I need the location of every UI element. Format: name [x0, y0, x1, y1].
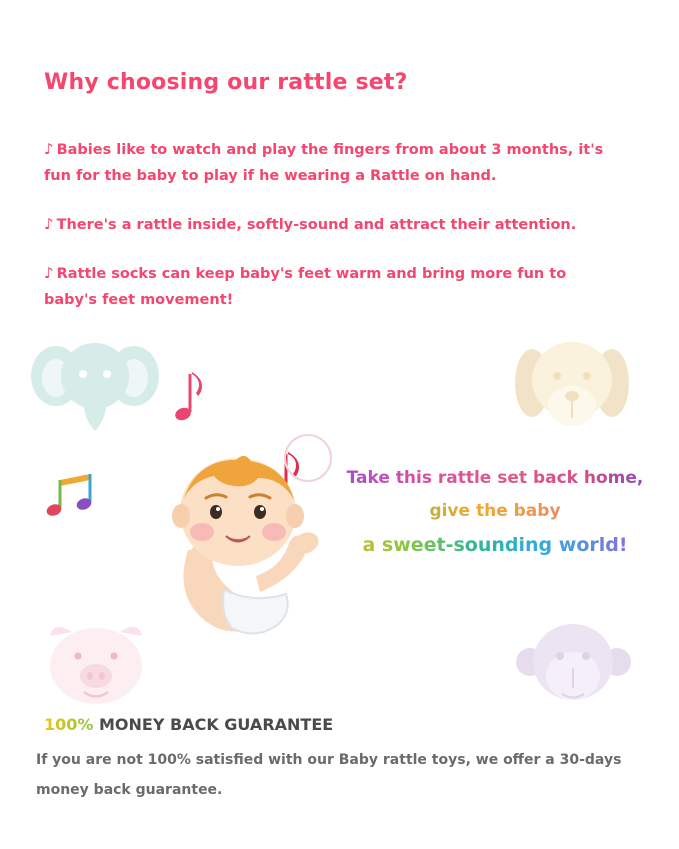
tagline-line-2: give the baby [330, 494, 660, 528]
feature-list [44, 136, 624, 335]
list-item-label: There's a rattle inside, softly-sound and attract their attention. [56, 217, 577, 233]
list-item-label: Rattle socks can keep baby's feet warm and bring more fun to baby's feet movement! [44, 266, 567, 308]
guarantee-description: If you are not 100% satisfied with our Baby rattle toys, we offer a 30-days money back guarantee. [36, 752, 622, 798]
dog-face-icon [512, 338, 632, 433]
music-note-icon: ♪ [44, 215, 54, 233]
music-note-rainbow-icon [44, 470, 104, 534]
monkey-face-icon [516, 618, 631, 710]
list-item [44, 136, 624, 189]
guarantee-title-rest: MONEY BACK GUARANTEE [93, 715, 334, 734]
baby-illustration [128, 440, 348, 660]
list-item [44, 260, 624, 313]
music-note-icon: ♪ [44, 264, 54, 282]
tagline-line-1: Take this rattle set back home, [330, 462, 660, 494]
music-note-pink-icon [168, 368, 208, 432]
list-item-label: Babies like to watch and play the fingers from about 3 months, it's fun for the baby to play if he wearing a Rattle on hand. [44, 142, 604, 184]
list-item [44, 211, 624, 238]
elephant-face-icon [30, 338, 160, 428]
tagline-line-3: a sweet-sounding world! [330, 528, 660, 562]
guarantee-percent: 100% [44, 715, 94, 734]
page-title: Why choosing our rattle set? [44, 70, 408, 95]
music-note-icon: ♪ [44, 140, 54, 158]
tagline-block [330, 462, 660, 562]
guarantee-title [44, 715, 333, 734]
